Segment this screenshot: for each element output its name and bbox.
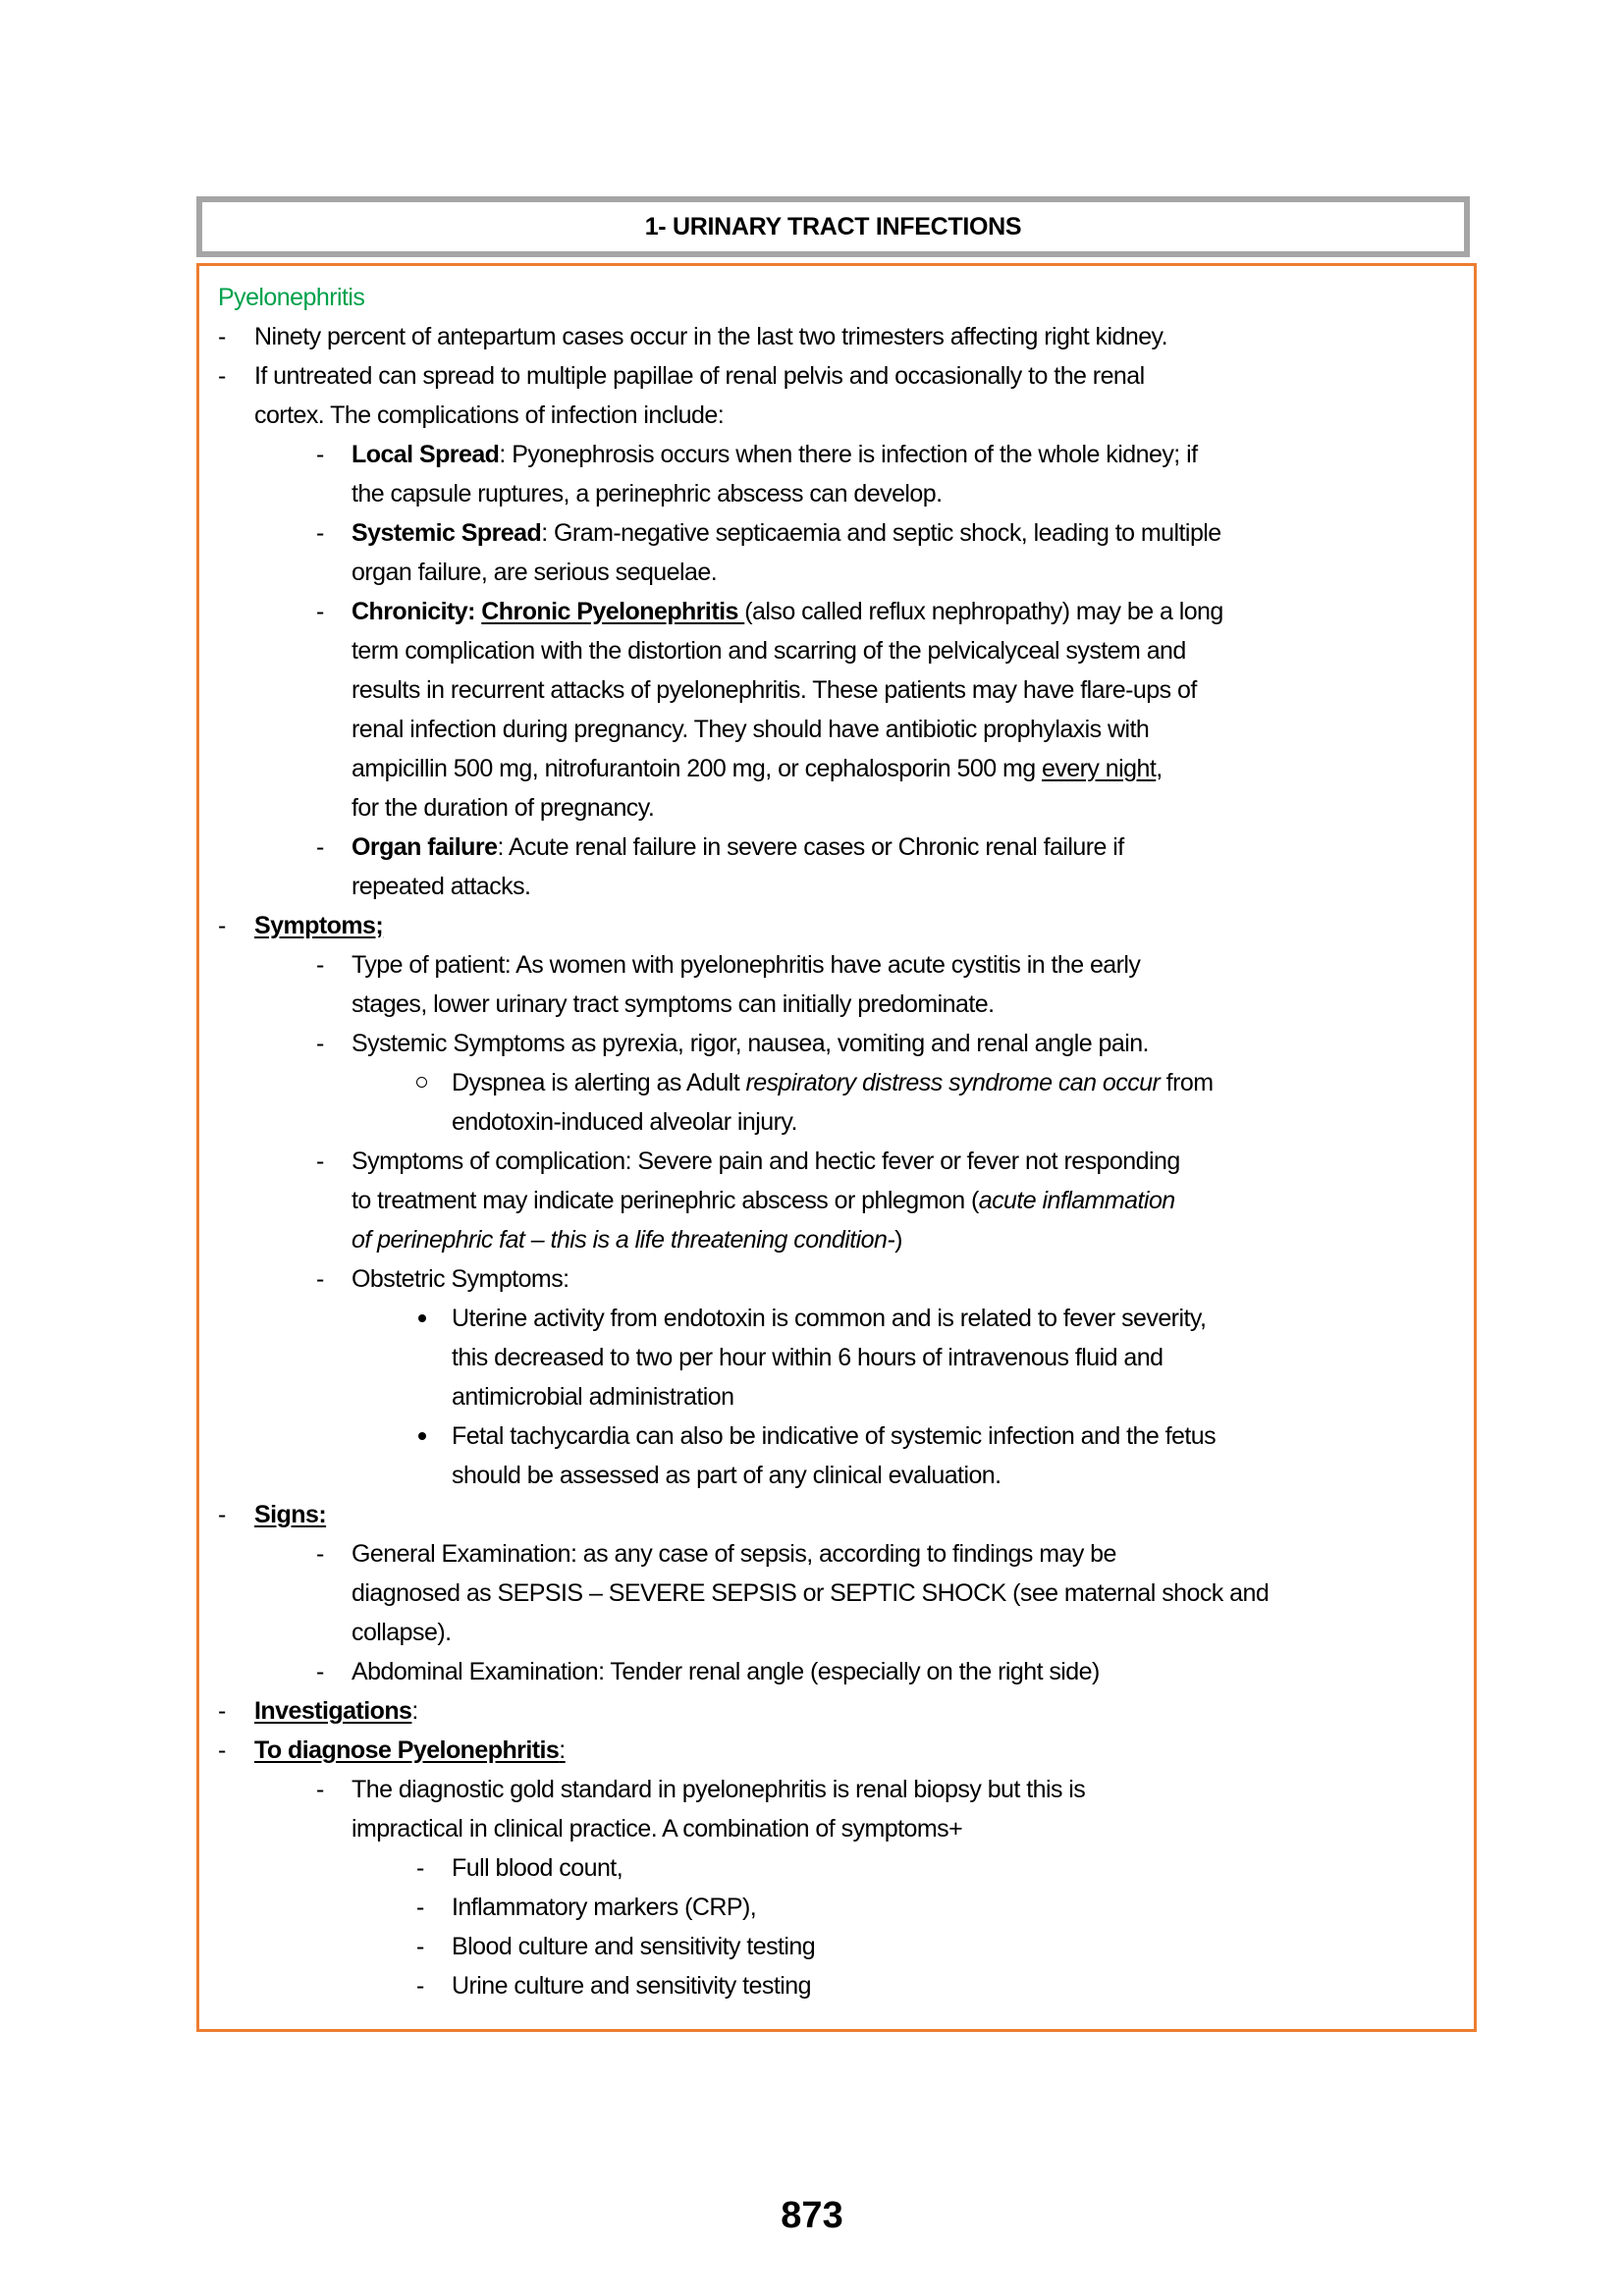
- italic-text: of perinephric fat – this is a life threatening condition-: [352, 1226, 895, 1254]
- text-segment: antimicrobial administration: [452, 1383, 734, 1411]
- dash-marker: -: [416, 1894, 425, 1921]
- dash-marker: -: [416, 1854, 425, 1882]
- italic-text: acute inflammation: [978, 1187, 1175, 1214]
- text-segment: results in recurrent attacks of pyelonephritis. These patients may have flare-ups of: [352, 676, 1197, 704]
- text-line: [254, 317, 1167, 356]
- dash-marker: -: [218, 1697, 227, 1725]
- bold-text: Signs:: [254, 1501, 327, 1528]
- text-segment: Obstetric Symptoms:: [352, 1265, 569, 1293]
- text-line: [254, 1691, 418, 1731]
- page-number: 873: [781, 2195, 843, 2236]
- dash-marker: -: [218, 362, 227, 390]
- text-line: [452, 1888, 756, 1927]
- text-segment: every night: [1042, 755, 1157, 782]
- bold-text: To diagnose Pyelonephritis: [254, 1736, 560, 1764]
- dash-marker: -: [416, 1933, 425, 1960]
- text-line: [452, 1966, 811, 2005]
- text-segment: renal infection during pregnancy. They should have antibiotic prophylaxis with: [352, 716, 1150, 743]
- text-segment: :: [559, 1736, 566, 1764]
- dash-marker: -: [316, 833, 325, 861]
- text-segment: : Gram-negative septicaemia and septic shock, leading to multiple: [541, 519, 1221, 547]
- text-line: [352, 1652, 1100, 1691]
- text-segment: term complication with the distortion and scarring of the pelvicalyceal system and: [352, 637, 1186, 665]
- dash-marker: -: [218, 1501, 227, 1528]
- text-segment: diagnosed as SEPSIS – SEVERE SEPSIS or SEPTIC SHOCK (see maternal shock and: [352, 1579, 1270, 1607]
- text-line: [452, 1927, 815, 1966]
- dash-marker: -: [218, 1736, 227, 1764]
- text-segment: ,: [1156, 755, 1163, 782]
- text-segment: this decreased to two per hour within 6 hours of intravenous fluid and: [452, 1344, 1164, 1371]
- italic-text: respiratory distress syndrome can occur: [745, 1069, 1161, 1096]
- text-line: [352, 1181, 1175, 1220]
- text-line: [352, 1809, 962, 1848]
- text-segment: Abdominal Examination: Tender renal angle (especially on the right side): [352, 1658, 1100, 1685]
- dash-marker: -: [316, 441, 325, 468]
- dash-marker: -: [316, 1776, 325, 1803]
- text-segment: cortex. The complications of infection include:: [254, 401, 725, 429]
- text-line: [254, 1731, 566, 1770]
- text-segment: for the duration of pregnancy.: [352, 794, 655, 822]
- text-segment: to treatment may indicate perinephric abscess or phlegmon (: [352, 1187, 979, 1214]
- text-segment: Uterine activity from endotoxin is common and is related to fever severity,: [452, 1305, 1207, 1332]
- text-segment: the capsule ruptures, a perinephric abscess can develop.: [352, 480, 943, 507]
- section-heading: Pyelonephritis: [218, 284, 365, 311]
- text-segment: organ failure, are serious sequelae.: [352, 559, 718, 586]
- text-line: [254, 906, 383, 945]
- dash-marker: -: [218, 912, 227, 939]
- text-segment: Ninety percent of antepartum cases occur in the last two trimesters affecting right kidney.: [254, 323, 1168, 350]
- text-segment: If untreated can spread to multiple papillae of renal pelvis and occasionally to the renal: [254, 362, 1145, 390]
- dash-marker: -: [416, 1972, 425, 2000]
- text-line: [452, 1377, 734, 1416]
- text-line: [352, 1142, 1180, 1181]
- dash-marker: -: [316, 1265, 325, 1293]
- text-segment: The diagnostic gold standard in pyelonephritis is renal biopsy but this is: [352, 1776, 1086, 1803]
- text-line: [352, 1220, 902, 1259]
- text-line: [254, 396, 724, 435]
- text-line: [352, 1534, 1116, 1574]
- text-line: [452, 1063, 1213, 1102]
- text-segment: Type of patient: As women with pyelonephritis have acute cystitis in the early: [352, 951, 1141, 979]
- bold-text: Local Spread: [352, 441, 500, 468]
- text-segment: from: [1160, 1069, 1214, 1096]
- text-line: [254, 1495, 326, 1534]
- text-line: [352, 788, 654, 828]
- text-line: [352, 1613, 452, 1652]
- text-segment: Symptoms of complication: Severe pain and hectic fever or fever not responding: [352, 1148, 1180, 1175]
- text-segment: (also called reflux nephropathy) may be a long: [744, 598, 1223, 625]
- text-line: [352, 553, 717, 592]
- hollow-circle-bullet-icon: [416, 1063, 427, 1102]
- bullet-icon: [418, 1299, 426, 1338]
- bold-text: Organ failure: [352, 833, 498, 861]
- bullet-icon: [418, 1416, 426, 1456]
- text-line: [352, 592, 1223, 631]
- text-line: [452, 1848, 623, 1888]
- text-segment: Dyspnea is alerting as Adult: [452, 1069, 746, 1096]
- text-line: [452, 1102, 797, 1142]
- text-line: [352, 985, 995, 1024]
- chapter-title: 1- URINARY TRACT INFECTIONS: [644, 212, 1022, 240]
- text-line: [254, 356, 1145, 396]
- text-segment: : Pyonephrosis occurs when there is infection of the whole kidney; if: [499, 441, 1198, 468]
- text-segment: General Examination: as any case of sepsis, according to findings may be: [352, 1540, 1116, 1568]
- text-segment: repeated attacks.: [352, 873, 531, 900]
- text-line: [452, 1416, 1216, 1456]
- text-line: [352, 1024, 1149, 1063]
- text-segment: Fetal tachycardia can also be indicative of systemic infection and the fetus: [452, 1422, 1217, 1450]
- bold-text: Investigations: [254, 1697, 412, 1725]
- text-segment: Urine culture and sensitivity testing: [452, 1972, 811, 2000]
- text-line: [352, 945, 1140, 985]
- text-line: [352, 749, 1163, 788]
- text-line: [352, 867, 530, 906]
- dash-marker: -: [218, 323, 227, 350]
- text-segment: ): [894, 1226, 902, 1254]
- bold-text: Chronicity:: [352, 598, 482, 625]
- text-line: [352, 670, 1197, 710]
- text-line: [352, 631, 1186, 670]
- text-line: [352, 474, 943, 513]
- dash-marker: -: [316, 1030, 325, 1057]
- text-line: [452, 1456, 1001, 1495]
- chapter-title-box: [196, 196, 1470, 257]
- text-line: [452, 1338, 1163, 1377]
- text-segment: ampicillin 500 mg, nitrofurantoin 200 mg, or cephalosporin 500 mg: [352, 755, 1042, 782]
- text-segment: impractical in clinical practice. A combination of symptoms+: [352, 1815, 963, 1842]
- dash-marker: -: [316, 951, 325, 979]
- text-segment: :: [411, 1697, 418, 1725]
- text-segment: should be assessed as part of any clinical evaluation.: [452, 1462, 1001, 1489]
- text-segment: Inflammatory markers (CRP),: [452, 1894, 757, 1921]
- text-line: [352, 435, 1197, 474]
- text-line: [352, 1259, 569, 1299]
- text-segment: Full blood count,: [452, 1854, 623, 1882]
- text-line: [352, 1574, 1269, 1613]
- text-segment: : Acute renal failure in severe cases or Chronic renal failure if: [497, 833, 1124, 861]
- dash-marker: -: [316, 1658, 325, 1685]
- dash-marker: -: [316, 1540, 325, 1568]
- dash-marker: -: [316, 598, 325, 625]
- text-segment: endotoxin-induced alveolar injury.: [452, 1108, 797, 1136]
- dash-marker: -: [316, 1148, 325, 1175]
- text-segment: Systemic Symptoms as pyrexia, rigor, nausea, vomiting and renal angle pain.: [352, 1030, 1149, 1057]
- text-segment: collapse).: [352, 1619, 452, 1646]
- text-segment: stages, lower urinary tract symptoms can initially predominate.: [352, 990, 995, 1018]
- text-line: [352, 513, 1221, 553]
- text-line: [352, 1770, 1085, 1809]
- text-line: [352, 828, 1124, 867]
- bold-text: Chronic Pyelonephritis: [481, 598, 745, 625]
- text-line: [352, 710, 1149, 749]
- text-line: [452, 1299, 1206, 1338]
- dash-marker: -: [316, 519, 325, 547]
- bold-text: Systemic Spread: [352, 519, 542, 547]
- bold-text: Symptoms;: [254, 912, 384, 939]
- text-segment: Blood culture and sensitivity testing: [452, 1933, 816, 1960]
